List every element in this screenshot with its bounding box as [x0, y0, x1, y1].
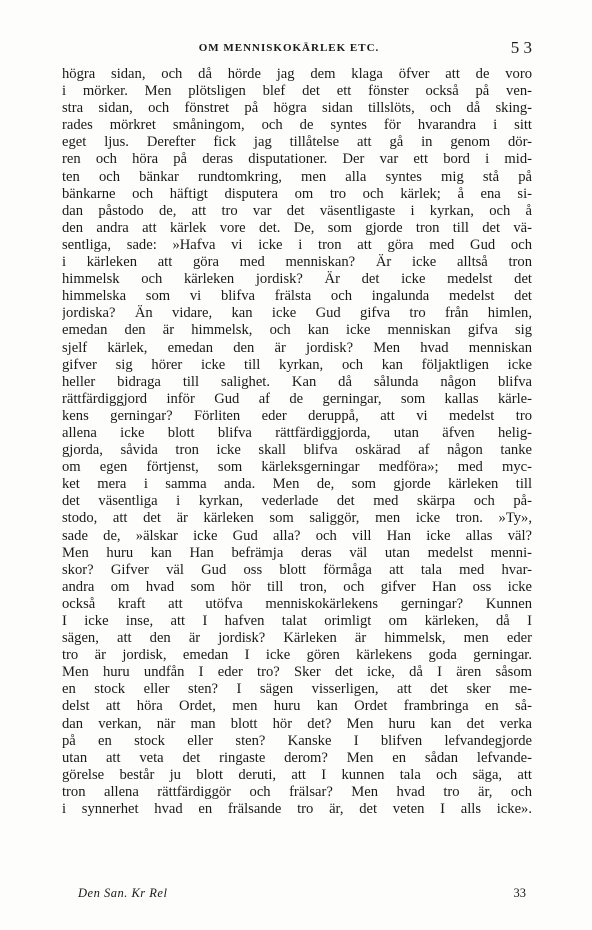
text-line: det väsentliga i kyrkan, vederlade det med skärpa och på- — [62, 493, 532, 510]
text-line: stra sidan, och fönstret på högra sidan tillslöts, och då sking- — [62, 100, 532, 117]
text-line: görelse består ju blott deruti, att I kunnen tala och säga, att — [62, 766, 532, 783]
text-line: allena icke blott blifva rättfärdiggjorda, utan äfven helig- — [62, 424, 532, 441]
text-line: i kärleken att göra med menniskan? Är icke alltså tron — [62, 254, 532, 271]
text-line: på en stock eller sten? Kanske I blifven lefvandegjorde — [62, 732, 532, 749]
text-line: stodo, att det är kärleken som saliggör, men icke tron. »Ty», — [62, 510, 532, 527]
text-line: i mörker. Men plötsligen blef det ett fönster också på ven- — [62, 83, 532, 100]
text-line: gifver sig hörer icke till kyrkan, och kan följaktligen icke — [62, 356, 532, 373]
signature-number: 33 — [513, 886, 526, 900]
text-line: dan påstodo de, att tro var det väsentligaste i kyrkan, och å — [62, 202, 532, 219]
text-line: ten och bänkar rundtomkring, men alla syntes mig stå på — [62, 168, 532, 185]
text-line: Men huru undfån I eder tro? Sker det icke, då I ären såsom — [62, 664, 532, 681]
text-line: bänkarne och häftigt disputera om tro och kärlek; å ena si- — [62, 185, 532, 202]
text-line: skor? Gifver väl Gud oss blott förmåga att tala med hvar- — [62, 561, 532, 578]
footer — [78, 886, 526, 904]
text-line: sade de, »älskar icke Gud alla? och vill Han icke allas väl? — [62, 527, 532, 544]
running-title: OM MENNISKOKÄRLEK ETC. — [198, 42, 380, 54]
text-line: rades mörkret småningom, och de syntes för hvarandra i sitt — [62, 117, 532, 134]
running-head — [62, 40, 532, 60]
body-text — [62, 66, 532, 818]
text-line: kens gerningar? Förliten eder deruppå, att vi medelst tro — [62, 407, 532, 424]
text-line: dan verkan, när man blott hör det? Men huru kan det verka — [62, 715, 532, 732]
text-line: ren och höra på deras disputationer. Der var ett bord i mid- — [62, 151, 532, 168]
text-line: jordiska? Än vidare, kan icke Gud gifva tro från himlen, — [62, 305, 532, 322]
text-line: Men huru kan Han befrämja deras väl utan medelst menni- — [62, 544, 532, 561]
printer-signature: Den San. Kr Rel — [78, 886, 168, 900]
text-line: i synnerhet hvad en frälsande tro är, det veten I alls icke». — [62, 801, 532, 818]
text-line: om egen förtjenst, som kärleksgerningar medföra»; med myc- — [62, 459, 532, 476]
text-line: tron allena rättfärdiggör och frälsar? Men hvad tro är, och — [62, 783, 532, 800]
text-line: andra om hvad som hör till tron, och gifver Han oss icke — [62, 578, 532, 595]
text-line: utan att veta det ringaste derom? Men en sådan lefvande- — [62, 749, 532, 766]
text-line: delst att höra Ordet, men huru kan Ordet frambringa en så- — [62, 698, 532, 715]
page-number: 5 3 — [510, 38, 532, 57]
text-line: sjelf kärlek, emedan den är jordisk? Men hvad menniskan — [62, 339, 532, 356]
text-line: den andra att kärlek vore det. De, som gjorde tron till det vä- — [62, 219, 532, 236]
text-line: sägen, att den är jordisk? Kärleken är himmelsk, men eder — [62, 630, 532, 647]
text-line: himmelsk och kärleken jordisk? Är det icke medelst det — [62, 271, 532, 288]
text-line: I icke inse, att I hafven talat orimligt om kärleken, då I — [62, 613, 532, 629]
text-line: gjorda, såvida tron icke skall blifva oskärad af någon tanke — [62, 442, 532, 459]
text-line: högra sidan, och då hörde jag dem klaga öfver att de voro — [62, 66, 532, 82]
text-line: ket mera i samma anda. Men de, som gjorde kärleken till — [62, 476, 532, 493]
text-line: himmelska som vi blifva frälsta och ingalunda medelst det — [62, 288, 532, 305]
text-line: sentliga, sade: »Hafva vi icke i tron att göra med Gud och — [62, 236, 532, 253]
text-line: också kraft att utöfva menniskokärlekens gerningar? Kunnen — [62, 595, 532, 612]
text-line: heller bidraga till salighet. Kan då sålunda någon blifva — [62, 373, 532, 390]
text-line: rättfärdiggjord inför Gud af de gerningar, som kallas kärle- — [62, 390, 532, 407]
text-line: emedan den är himmelsk, och kan icke menniskan gifva sig — [62, 322, 532, 339]
text-line: en stock eller sten? I sägen visserligen, att det sker me- — [62, 681, 532, 698]
text-line: tro är jordisk, emedan I icke gören kärlekens goda gerningar. — [62, 647, 532, 664]
text-line: eget ljus. Derefter fick jag tillåtelse att gå in genom dör- — [62, 134, 532, 151]
